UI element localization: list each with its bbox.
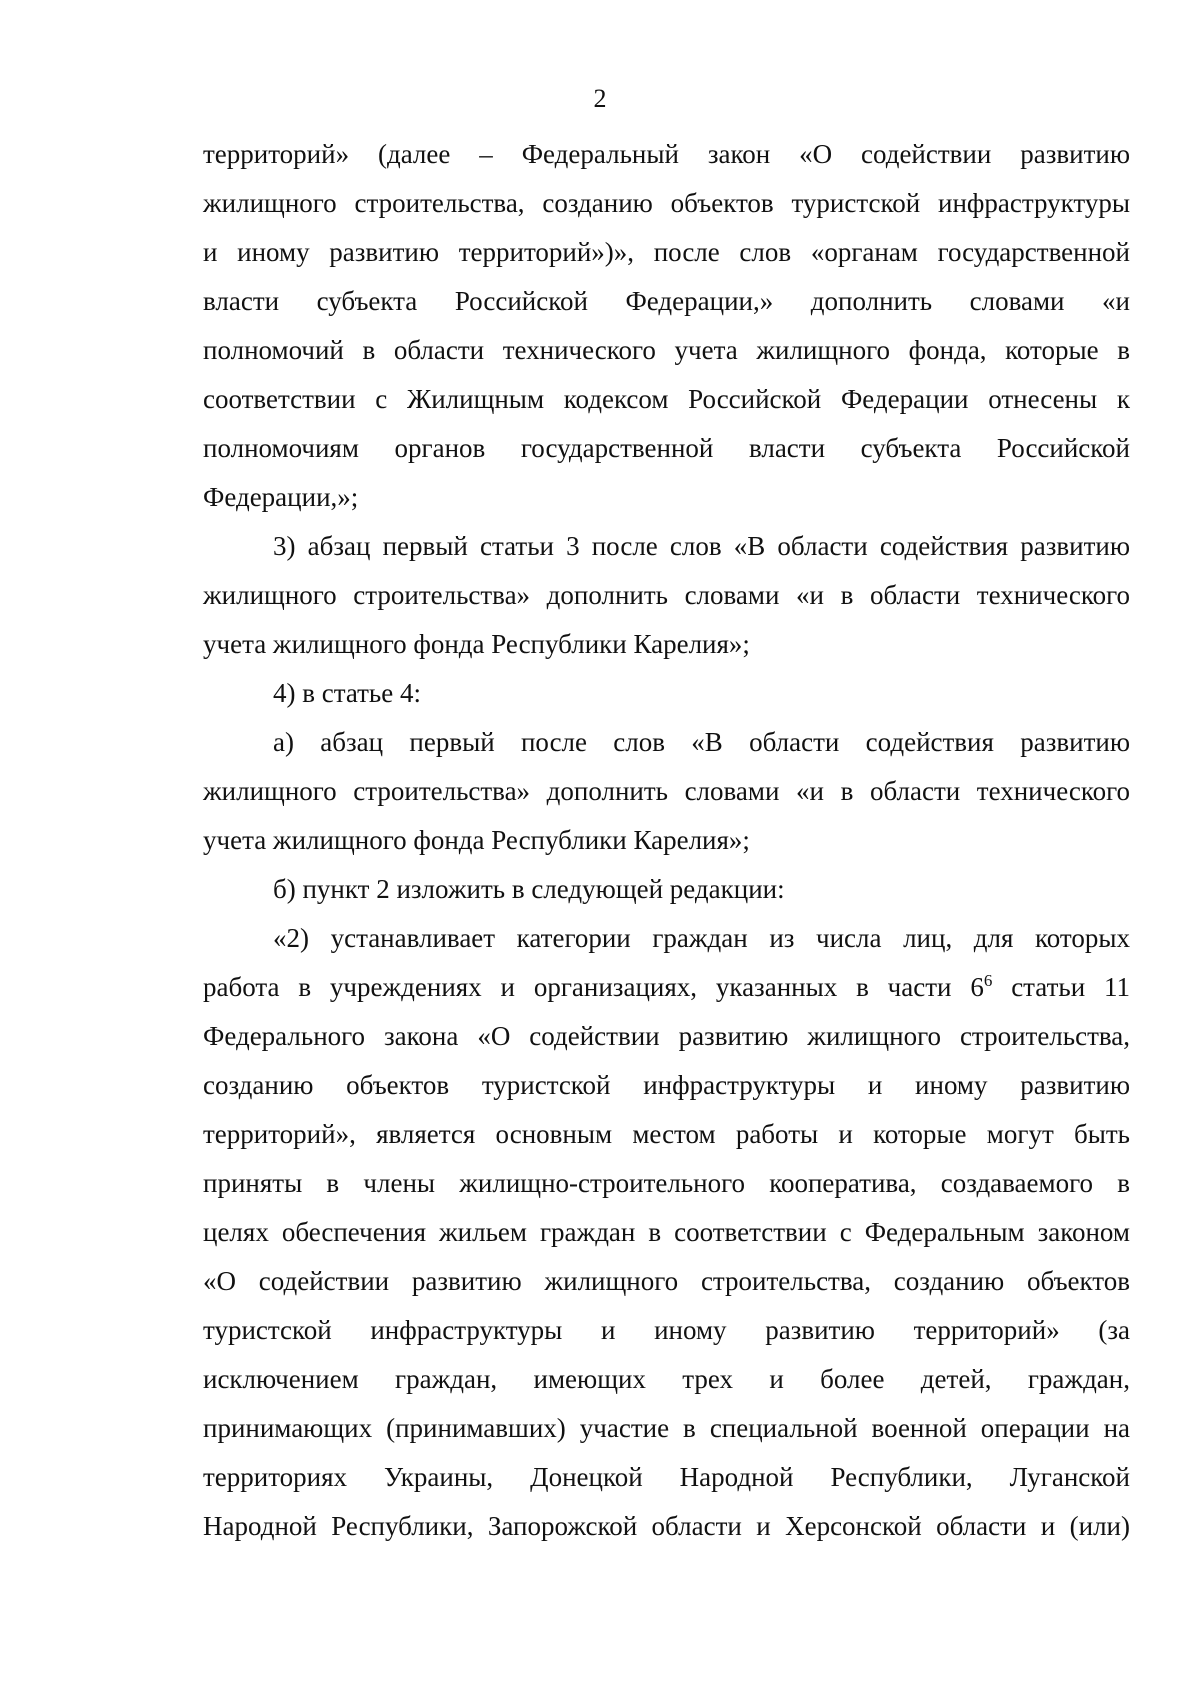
text-line: учета жилищного фонда Республики Карелия»; bbox=[203, 629, 750, 659]
text-line: территориях Украины, Донецкой Народной Республики, Луганской bbox=[203, 1462, 1130, 1492]
paragraph-new-point-2 bbox=[203, 914, 1130, 1551]
text-line: принимающих (принимавших) участие в специальной военной операции на bbox=[203, 1413, 1130, 1443]
text-line: соответствии с Жилищным кодексом Российской Федерации отнесены к bbox=[203, 384, 1130, 414]
text-line: Народной Республики, Запорожской области и Херсонской области и (или) bbox=[203, 1511, 1130, 1541]
paragraph-item-4 bbox=[203, 669, 1130, 718]
text-line: жилищного строительства, созданию объектов туристской инфраструктуры bbox=[203, 188, 1130, 218]
text-line: туристской инфраструктуры и иному развитию территорий» (за bbox=[203, 1315, 1130, 1345]
text-line: учета жилищного фонда Республики Карелия»; bbox=[203, 825, 750, 855]
text-line: полномочиям органов государственной власти субъекта Российской bbox=[203, 433, 1130, 463]
text-line: полномочий в области технического учета жилищного фонда, которые в bbox=[203, 335, 1130, 365]
text-line-with-superscript bbox=[203, 963, 1130, 1012]
paragraph-territories-definition bbox=[203, 130, 1130, 522]
text-line: исключением граждан, имеющих трех и более детей, граждан, bbox=[203, 1364, 1130, 1394]
page-number: 2 bbox=[593, 84, 607, 113]
text-line: «О содействии развитию жилищного строительства, созданию объектов bbox=[203, 1266, 1130, 1296]
text-line: жилищного строительства» дополнить словами «и в области технического bbox=[203, 580, 1130, 610]
text-line: территорий» (далее – Федеральный закон «О содействии развитию bbox=[203, 139, 1130, 169]
text-line: созданию объектов туристской инфраструктуры и иному развитию bbox=[203, 1070, 1130, 1100]
text-line: власти субъекта Российской Федерации,» дополнить словами «и bbox=[203, 286, 1130, 316]
text-line: Федерального закона «О содействии развитию жилищного строительства, bbox=[203, 1021, 1130, 1051]
document-body bbox=[203, 130, 1130, 1551]
text-line: 3) абзац первый статьи 3 после слов «В области содействия развитию bbox=[273, 531, 1130, 561]
paragraph-item-3 bbox=[203, 522, 1130, 669]
text-line: жилищного строительства» дополнить словами «и в области технического bbox=[203, 776, 1130, 806]
paragraph-item-4b bbox=[203, 865, 1130, 914]
text-line: Федерации,»; bbox=[203, 482, 359, 512]
text-fragment: работа в учреждениях и организациях, указанных в части 6 bbox=[203, 972, 984, 1002]
text-line: территорий», является основным местом работы и которые могут быть bbox=[203, 1119, 1130, 1149]
superscript: 6 bbox=[983, 971, 993, 990]
text-line: а) абзац первый после слов «В области содействия развитию bbox=[273, 727, 1130, 757]
text-line: 4) в статье 4: bbox=[273, 678, 421, 708]
text-line: «2) устанавливает категории граждан из числа лиц, для которых bbox=[273, 923, 1130, 953]
text-line: б) пункт 2 изложить в следующей редакции: bbox=[273, 874, 785, 904]
text-line: целях обеспечения жильем граждан в соответствии с Федеральным законом bbox=[203, 1217, 1130, 1247]
text-line: приняты в члены жилищно-строительного кооператива, создаваемого в bbox=[203, 1168, 1130, 1198]
text-line: и иному развитию территорий»)», после слов «органам государственной bbox=[203, 237, 1130, 267]
paragraph-item-4a bbox=[203, 718, 1130, 865]
text-fragment: статьи 11 bbox=[992, 972, 1131, 1002]
